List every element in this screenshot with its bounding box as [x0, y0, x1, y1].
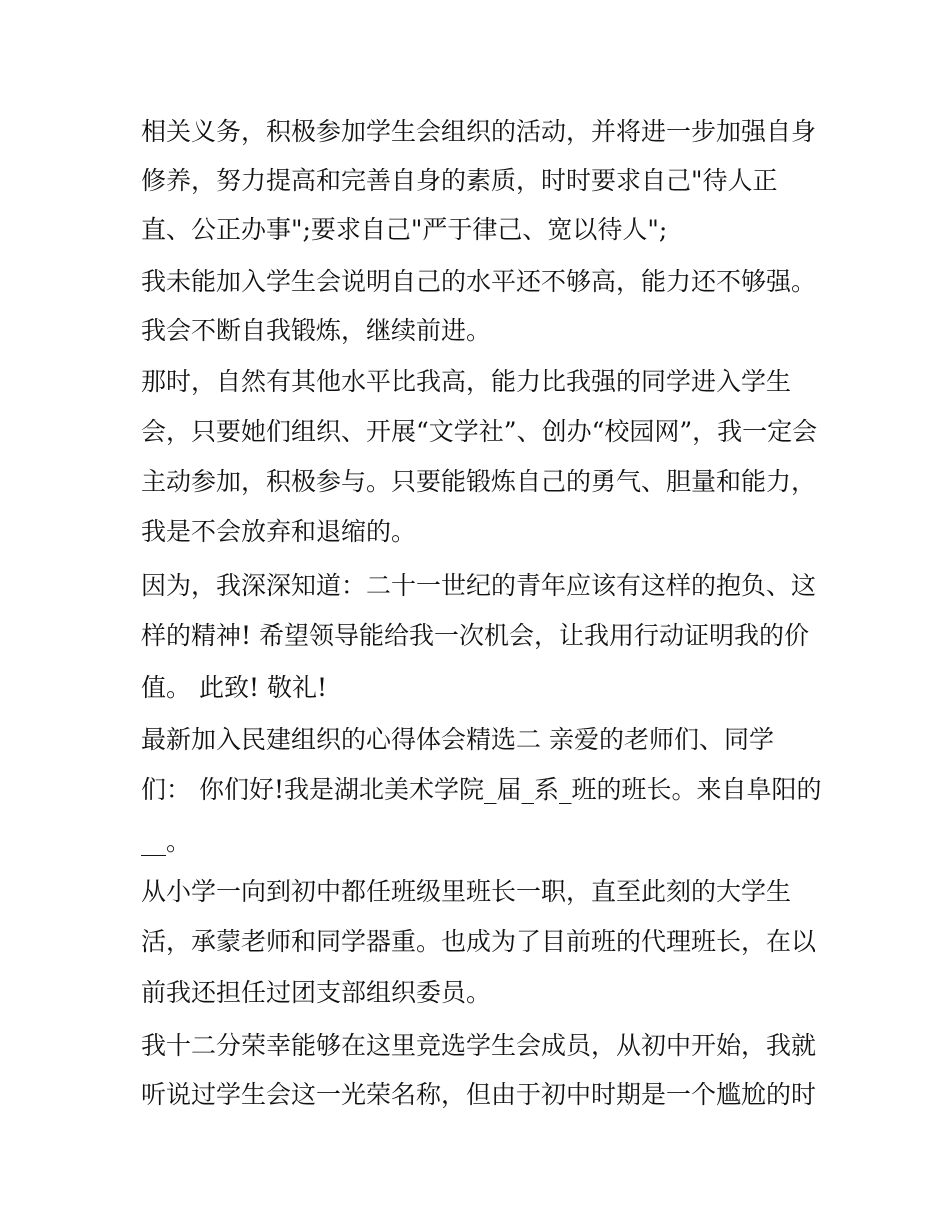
text-line: __。: [141, 827, 192, 856]
text-line: 我是不会放弃和退缩的。: [141, 517, 417, 546]
text-line: 直、公正办事";要求自己"严于律己、宽以待人";: [141, 215, 668, 244]
text-line: 我会不断自我锻炼，继续前进。: [141, 316, 492, 345]
text-line: 样的精神! 希望领导能给我一次机会，让我用行动证明我的价: [141, 621, 809, 650]
text-line: 相关义务，积极参加学生会组织的活动，并将进一步加强自身: [141, 117, 817, 146]
text-line: 那时，自然有其他水平比我高，能力比我强的同学进入学生: [141, 367, 792, 396]
text-line: 会，只要她们组织、开展“文学社”、创办“校园网”，我一定会: [141, 417, 818, 446]
text-line: 我十二分荣幸能够在这里竞选学生会成员，从初中开始，我就: [141, 1031, 817, 1060]
text-line: 我未能加入学生会说明自己的水平还不够高，能力还不够强。: [141, 267, 817, 296]
text-line: 最新加入民建组织的心得体会精选二 亲爱的老师们、同学: [141, 725, 774, 754]
text-line: 前我还担任过团支部组织委员。: [141, 978, 492, 1007]
text-line: 因为，我深深知道：二十一世纪的青年应该有这样的抱负、这: [141, 571, 817, 600]
text-line: 们： 你们好!我是湖北美术学院_届_系_班的班长。来自阜阳的: [141, 775, 822, 804]
text-line: 主动参加，积极参与。只要能锻炼自己的勇气、胆量和能力，: [141, 467, 817, 496]
text-line: 听说过学生会这一光荣名称，但由于初中时期是一个尴尬的时: [141, 1080, 817, 1109]
text-line: 从小学一向到初中都任班级里班长一职，直至此刻的大学生: [141, 877, 792, 906]
text-line: 活，承蒙老师和同学器重。也成为了目前班的代理班长，在以: [141, 927, 817, 956]
text-line: 修养，努力提高和完善自身的素质，时时要求自己"待人正: [141, 166, 778, 195]
text-line: 值。 此致! 敬礼!: [141, 673, 327, 702]
